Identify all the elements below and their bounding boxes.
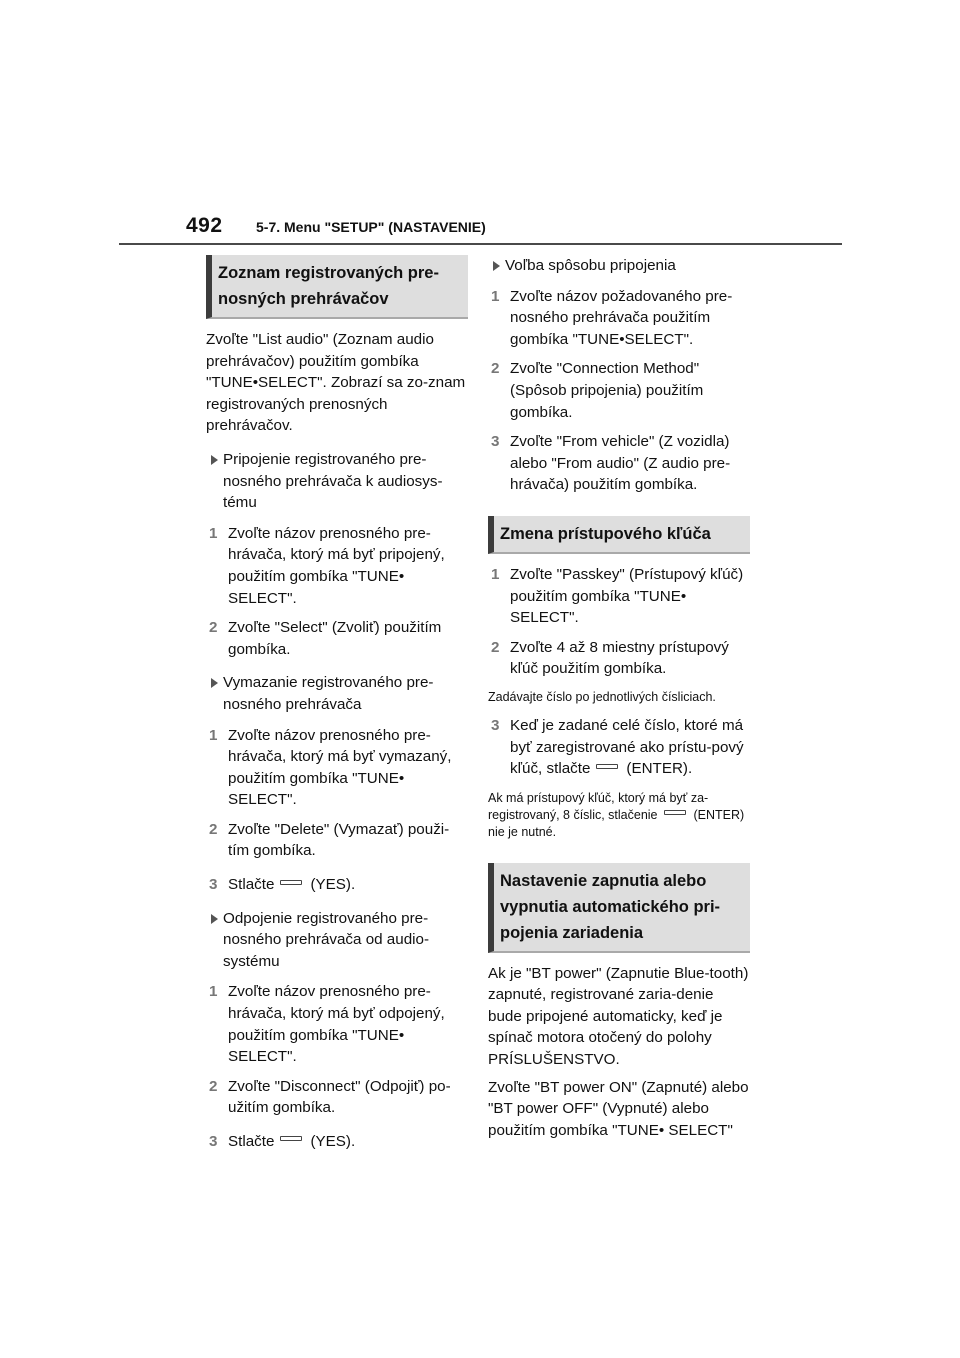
note-text: (ENTER) nie je nutné. xyxy=(488,807,745,839)
chapter-title: 5-7. Menu "SETUP" (NASTAVENIE) xyxy=(256,219,486,235)
step-text: Zvoľte "Connection Method" (Spôsob pripojenia) použitím gombíka. xyxy=(510,360,704,421)
step-text: (YES). xyxy=(310,876,356,894)
step-number: 3 xyxy=(209,1133,218,1150)
step-number: 2 xyxy=(209,619,218,637)
note-eight-digits xyxy=(488,790,750,841)
step-disconnect-3 xyxy=(206,1131,468,1153)
triangle-bullet-icon xyxy=(211,914,218,924)
intro-paragraph: Zvoľte "List audio" (Zoznam audio prehrávačov) použitím gombíka "TUNE•SELECT". Zobrazí sa zo-znam registrovaných prenosných prehrávačov. xyxy=(206,331,466,435)
step-text: Zvoľte "Passkey" (Prístupový kľúč) použitím gombíka "TUNE• SELECT". xyxy=(510,565,744,627)
step-connect-1 xyxy=(206,523,468,609)
step-number: 1 xyxy=(491,565,500,583)
step-passkey-3 xyxy=(488,715,750,780)
step-text: Zvoľte 4 až 8 miestny prístupový kľúč použitím gombíka. xyxy=(510,638,729,678)
step-number: 2 xyxy=(209,820,218,838)
step-text: Stlačte xyxy=(228,1133,275,1150)
step-text: (YES). xyxy=(310,1133,356,1150)
subheading-text: Pripojenie registrovaného pre-nosného prehrávača k audiosys-tému xyxy=(223,450,443,512)
step-text: (ENTER). xyxy=(626,760,693,778)
note-text: Ak má prístupový kľúč, ktorý má byť za-registrovaný, 8 číslic, stlačenie xyxy=(488,790,709,822)
step-text: Keď je zadané celé číslo, ktoré má byť zaregistrované ako prístu-pový kľúč, stlačte xyxy=(510,716,744,778)
auto-connect-paragraph: Ak je "BT power" (Zapnutie Blue-tooth) zapnuté, registrované zaria-denie bude pripojené automaticky, keď je spínač motora otočený do polohy PRÍSLUŠENSTVO. xyxy=(488,964,749,1069)
step-number: 2 xyxy=(491,360,500,378)
step-number: 2 xyxy=(491,638,500,656)
step-text: Zvoľte názov požadovaného pre-nosného prehrávača použitím gombíka "TUNE•SELECT". xyxy=(510,287,733,348)
triangle-bullet-icon xyxy=(211,455,218,465)
step-text: Zvoľte názov prenosného pre-hrávača, ktorý má byť odpojený, použitím gombíka "TUNE• SELECT". xyxy=(228,983,445,1066)
subheading-delete xyxy=(206,672,468,715)
step-text: Zvoľte "From vehicle" (Z vozidla) alebo "From audio" (Z audio pre-hrávača) použitím gombíka. xyxy=(510,433,731,494)
button-key-icon xyxy=(280,1136,302,1141)
section-heading-passkey: Zmena prístupového kľúča xyxy=(488,516,750,554)
step-passkey-1 xyxy=(488,564,750,629)
step-text: Zvoľte "Disconnect" (Odpojiť) po-užitím gombíka. xyxy=(228,1077,451,1117)
button-key-icon xyxy=(280,880,302,885)
subheading-connection-method xyxy=(488,255,750,277)
step-number: 1 xyxy=(491,287,500,305)
header-rule xyxy=(119,243,842,245)
step-method-2 xyxy=(488,358,750,423)
bt-power-paragraph: Zvoľte "BT power ON" (Zapnuté) alebo "BT power OFF" (Vypnuté) alebo použitím gombíka "TUNE• SELECT" xyxy=(488,1078,749,1139)
step-connect-2 xyxy=(206,617,468,660)
button-key-icon xyxy=(596,764,618,769)
step-text: Zvoľte "Select" (Zvoliť) použitím gombíka. xyxy=(228,619,442,658)
step-method-1 xyxy=(488,286,750,351)
step-number: 3 xyxy=(491,433,500,451)
step-number: 3 xyxy=(491,716,500,734)
step-text: Zvoľte "Delete" (Vymazať) použi-tím gombíka. xyxy=(228,820,450,860)
section-heading-auto-connect: Nastavenie zapnutia alebo vypnutia automatického pri-pojenia zariadenia xyxy=(488,863,750,953)
page-number: 492 xyxy=(186,214,223,237)
right-column xyxy=(488,255,750,1141)
button-key-icon xyxy=(664,810,686,815)
section-heading-registered-players: Zoznam registrovaných pre-nosných prehrávačov xyxy=(206,255,468,319)
step-delete-3 xyxy=(206,874,468,896)
step-disconnect-2 xyxy=(206,1076,468,1119)
step-number: 1 xyxy=(209,983,218,1001)
step-disconnect-1 xyxy=(206,981,468,1067)
subheading-disconnect xyxy=(206,908,468,973)
step-delete-1 xyxy=(206,725,468,811)
step-text: Stlačte xyxy=(228,876,275,894)
step-passkey-2 xyxy=(488,637,750,680)
triangle-bullet-icon xyxy=(493,261,500,271)
subheading-text: Odpojenie registrovaného pre-nosného prehrávača od audio-systému xyxy=(223,909,430,970)
subheading-text: Vymazanie registrovaného pre-nosného prehrávača xyxy=(223,674,434,713)
step-text: Zvoľte názov prenosného pre-hrávača, ktorý má byť vymazaný, použitím gombíka "TUNE• SELECT". xyxy=(228,726,452,809)
subheading-connect xyxy=(206,449,468,514)
subheading-text: Voľba spôsobu pripojenia xyxy=(505,257,676,274)
step-number: 1 xyxy=(209,524,218,542)
step-text: Zvoľte názov prenosného pre-hrávača, ktorý má byť pripojený, použitím gombíka "TUNE• SELECT". xyxy=(228,524,445,607)
step-number: 3 xyxy=(209,876,218,894)
left-column xyxy=(206,255,468,1153)
step-number: 2 xyxy=(209,1077,218,1095)
step-number: 1 xyxy=(209,726,218,744)
note-digits: Zadávajte číslo po jednotlivých čísliciach. xyxy=(488,689,716,704)
step-method-3 xyxy=(488,431,750,496)
triangle-bullet-icon xyxy=(211,678,218,688)
step-delete-2 xyxy=(206,819,468,862)
